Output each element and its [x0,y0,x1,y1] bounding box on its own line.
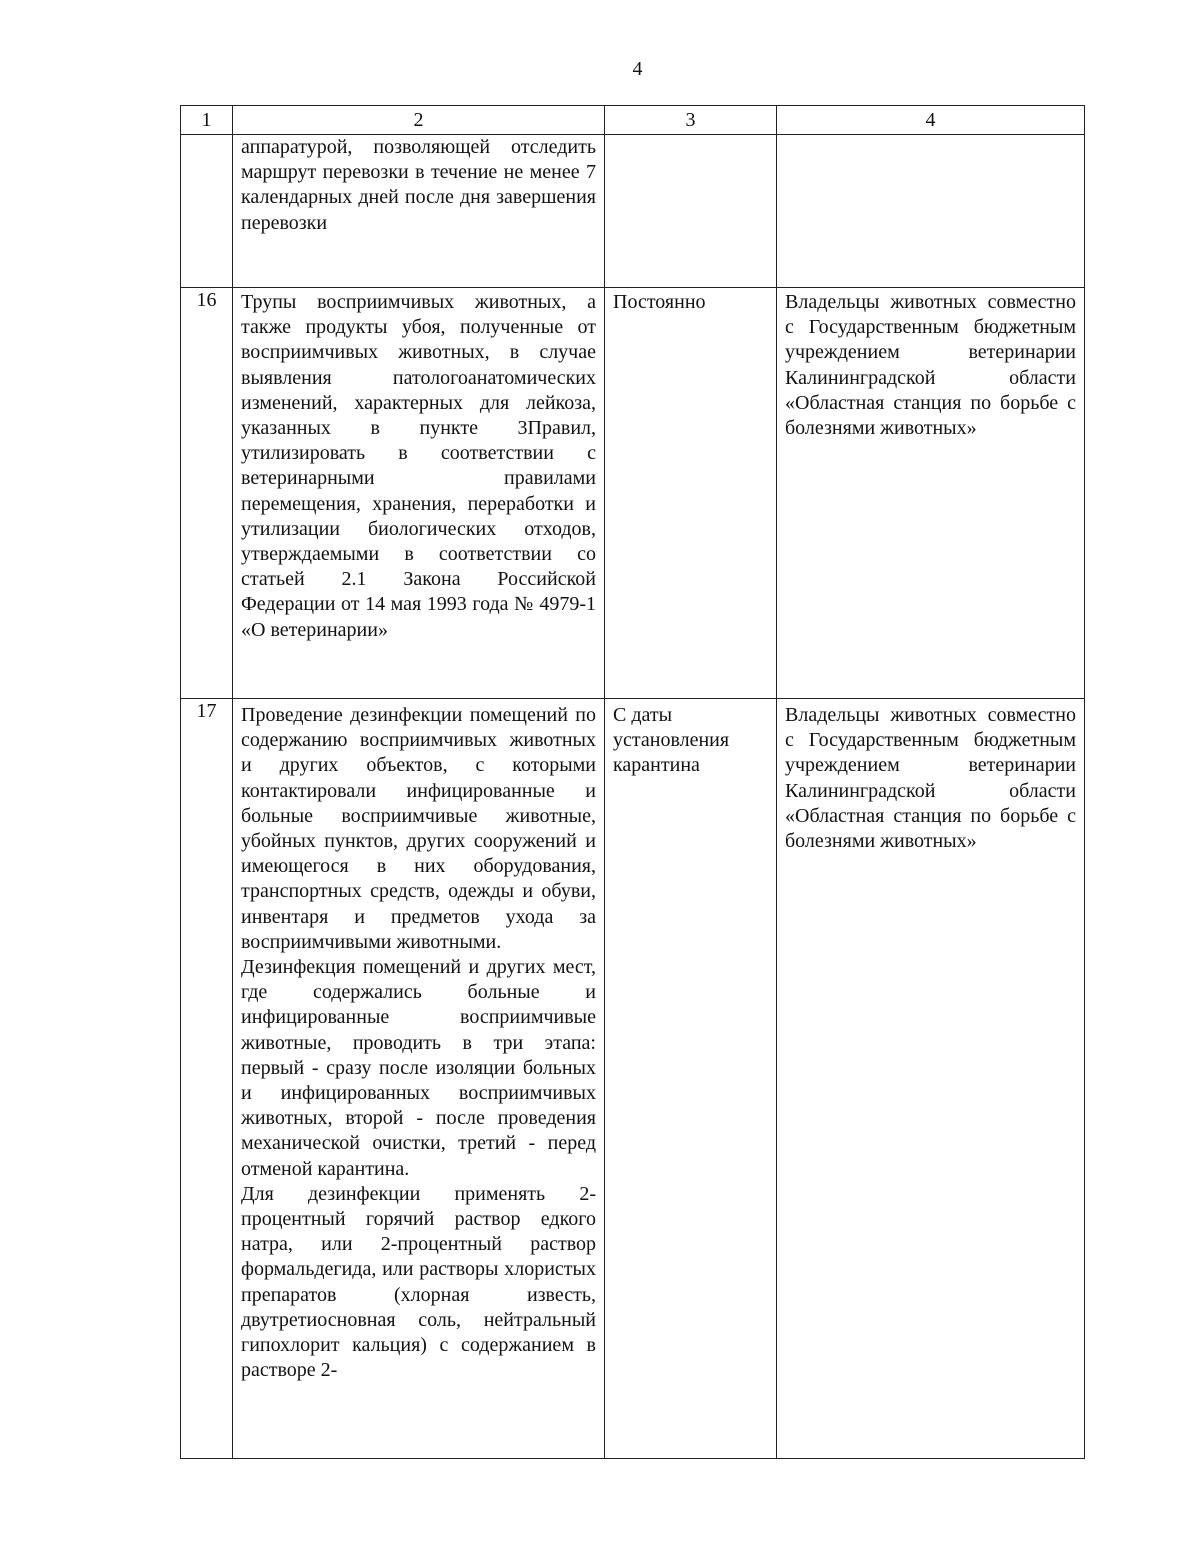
row-number: 16 [181,288,233,699]
measure-paragraph: Проведение дезинфекции помещений по содержанию восприимчивых животных и других объектов, с которыми контактировали инфицированные и больные восприимчивые животные, убойных пунктов, других сооружений и имеющегося в них оборудования, транспортных средств, одежды и обуви, инвентаря и предметов ухода за восприимчивыми животными. [241,704,596,953]
term-cell: Постоянно [605,288,777,699]
measures-table [180,105,1085,1459]
responsible-cell: Владельцы животных совместно с Государственным бюджетным учреждением ветеринарии Калининградской области «Областная станция по борьбе с болезнями животных» [777,699,1085,1459]
row-number [181,135,233,288]
column-header: 4 [777,106,1085,135]
table-row [181,288,1085,699]
column-header: 1 [181,106,233,135]
measure-paragraph: Для дезинфекции применять 2-процентный горячий раствор едкого натра, или 2-процентный раствор формальдегида, или растворы хлористых препаратов (хлорная известь, двутретиосновная соль, нейтральный гипохлорит кальция) с содержанием в растворе 2- [241,1182,596,1382]
table-header-row [181,106,1085,135]
table-row [181,699,1085,1459]
row-number: 17 [181,699,233,1459]
measure-paragraph: аппаратурой, позволяющей отследить маршрут перевозки в течение не менее 7 календарных дней после дня завершения перевозки [241,136,596,234]
responsible-cell [777,135,1085,288]
responsible-cell: Владельцы животных совместно с Государственным бюджетным учреждением ветеринарии Калининградской области «Областная станция по борьбе с болезнями животных» [777,288,1085,699]
term-cell [605,135,777,288]
column-header: 3 [605,106,777,135]
measure-cell [233,699,605,1459]
measure-paragraph: Трупы восприимчивых животных, а также продукты убоя, полученные от восприимчивых животных, в случае выявления патологоанатомических изменений, характерных для лейкоза, указанных в пункте 3Правил, утилизировать в соответствии с ветеринарными правилами перемещения, хранения, переработки и утилизации биологических отходов, утверждаемыми в соответствии со статьей 2.1 Закона Российской Федерации от 14 мая 1993 года № 4979-1 «О ветеринарии» [241,291,596,641]
page-number: 4 [632,58,643,80]
term-cell: С даты установления карантина [605,699,777,1459]
measure-paragraph: Дезинфекция помещений и других мест, где содержались больные и инфицированные восприимчивые животные, проводить в три этапа: первый - сразу после изоляции больных и инфицированных восприимчивых животных, второй - после проведения механической очистки, третий - перед отменой карантина. [241,956,596,1180]
column-header: 2 [233,106,605,135]
measure-cell [233,288,605,699]
table-row [181,135,1085,288]
measure-cell [233,135,605,288]
